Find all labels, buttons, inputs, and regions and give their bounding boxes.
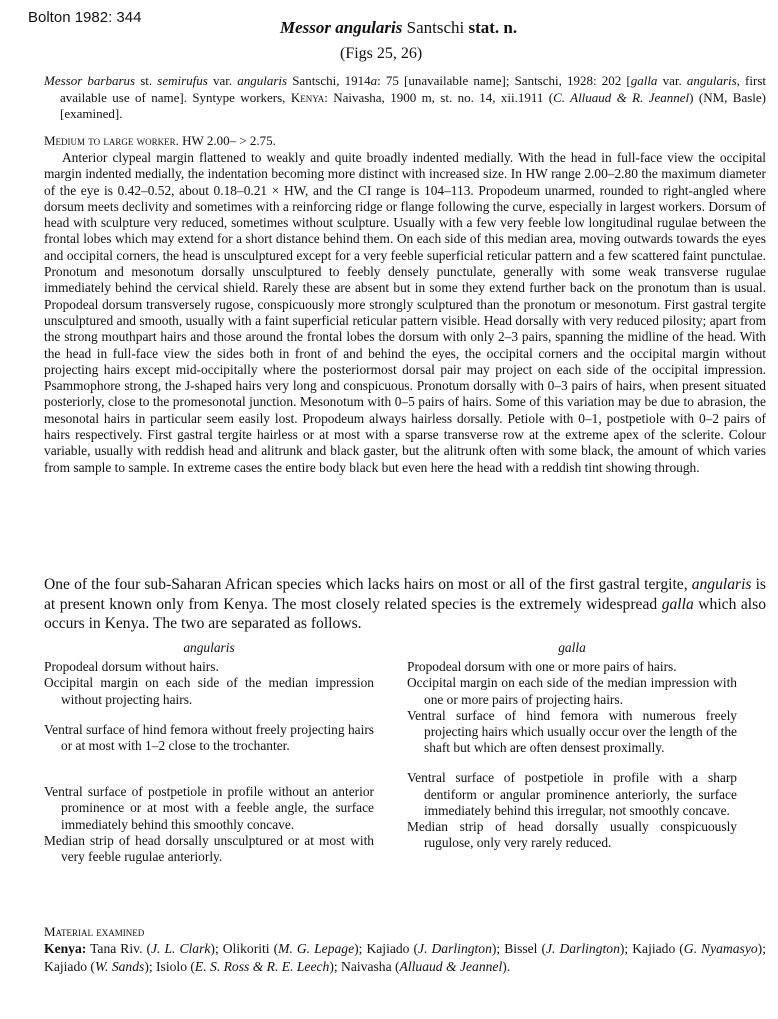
column-heading-galla: galla (558, 640, 586, 655)
couplet-right: Ventral surface of postpetiole in profile with a sharp dentiform or angular prominence anteriorly, the surface immediately behind this irregular, not smoothly concave. (407, 770, 737, 818)
material-collector: G. Nyamasyo (683, 941, 758, 956)
couplet-left: Ventral surface of hind femora without freely projecting hairs or at most with 1–2 close to the trochanter. (44, 721, 374, 754)
synonymy-block (44, 73, 766, 123)
syn-text: a (370, 73, 378, 88)
worker-description (44, 150, 766, 476)
material-collector: M. G. Lepage (278, 941, 355, 956)
syn-text: var. (657, 73, 687, 88)
couplet-right: Occipital margin on each side of the median impression with one or more pairs of projecting hairs. (407, 675, 737, 707)
description-paragraph: Anterior clypeal margin flattened to weakly and quite broadly indented medially. With the head in full-face view the occipital margin indented medially, the indentation becoming more distinct with increased size. In HW range 2.00–2.80 the maximum diameter of the eye is 0.42–0.52, about 0.18–0.21 × HW, and the CI range is 104–113. Propodeum unarmed, rounded to right-angled where dorsum meets declivity and sometimes with a reinforcing ridge or flange following the curve, especially in largest workers. Dorsum of head with sculpture very reduced, sometimes without sculpture. Usually with a few very feeble low longitudinal rugulae between the frontal lobes which may extend for a short distance behind them. On each side of this median area, moving outwards towards the eyes and occipital corners, the head is unsculptured except for a very feeble superficial reticular pattern and a few scattered faint punctulae. Pronotum and mesonotum dorsally unsculptured to feebly densely punctulate, generally with some weak transverse rugulae immediately behind the cervical shield. Rarely these are absent but in some they extend further back on the pronotum than is usual. Propodeal dorsum transversely rugose, conspicuously more strongly sculptured than the pronotum or mesonotum. First gastral tergite unsculptured and smooth, usually with a faint superficial reticular pattern visible. Head dorsally with very reduced pilosity; apart from the strong mouthpart hairs and those around the frontal lobes the dorsum with only 2–3 pairs, spanning the midline of the head. With the head in full-face view the sides both in front of and behind the eyes, the occipital corners and the occipital margin without projecting hairs except mid-occipitally where the posteriormost dorsal pair may project on each side of the occipital impression. Psammophore strong, the J-shaped hairs very long and conspicuous. Pronotum dorsally with 0–3 pairs of hairs, when present situated posteriorly, close to the promesonotal junction. Mesonotum with 0–5 pairs of hairs. Some of this variation may be due to abrasion, the mesonotal hairs in particular seem easily lost. Propodeum always hairless dorsally. Petiole with 0–1, postpetiole with 0–2 pairs of hairs respectively. First gastral tergite hairless or at most with a sparse transverse row at the extreme apex of the sclerite. Colour variable, usually with reddish head and alitrunk and black gaster, but the alitrunk often with some black, the amount of which varies from sample to sample. In extreme cases the entire body black but even here the head with a reddish tint showing through. (44, 150, 766, 475)
material-part: ); Isiolo ( (144, 958, 195, 974)
syn-text: galla (630, 73, 658, 88)
comparison-column-galla (407, 640, 737, 851)
material-part: ); Kajiado ( (44, 941, 766, 974)
couplet-right: Ventral surface of hind femora with numerous freely projecting hairs which usually occur over the length of the shaft but which are often densest proximally. (407, 707, 737, 756)
syn-text: angularis (237, 73, 288, 88)
synonymy-paragraph (44, 73, 766, 123)
material-collector: J. L. Clark (151, 941, 211, 956)
material-part: ); Kajiado ( (619, 941, 684, 956)
remarks-part: which also occurs in Kenya. The two are separated as follows. (44, 595, 766, 632)
syn-text: var. (207, 73, 238, 88)
syn-country: Kenya (290, 89, 325, 105)
remarks-part: One of the four sub-Saharan African species which lacks hairs on most or all of the first gastral tergite, (44, 576, 692, 593)
couplet-left: Occipital margin on each side of the median impression without projecting hairs. (44, 675, 374, 707)
syn-text: , first available use of name]. Syntype workers, (60, 73, 766, 105)
species-title (280, 18, 580, 38)
remarks-part: is at present known only from Kenya. The most closely related species is the extremely widespread (44, 576, 766, 613)
material-collector: J. Darlington (546, 941, 620, 956)
remarks-paragraph (44, 575, 766, 634)
material-part: ). (502, 958, 511, 974)
syn-text: Messor barbarus (44, 73, 136, 88)
worker-heading (44, 133, 276, 149)
syn-collectors: C. Alluaud & R. Jeannel (553, 89, 690, 105)
material-part: ); Kajiado ( (354, 941, 419, 956)
worker-caste-label: Medium to large worker (44, 133, 176, 148)
material-part: ); Bissel ( (491, 941, 547, 956)
species-author: Santschi (402, 18, 469, 37)
material-examined (44, 940, 766, 975)
remarks-text (44, 575, 766, 634)
worker-hw-range: . HW 2.00– > 2.75. (175, 133, 276, 148)
material-part: Tana Riv. ( (86, 941, 152, 956)
page-reference: Bolton 1982: 344 (28, 9, 142, 26)
material-heading: Material examined (44, 924, 145, 939)
remarks-species: galla (661, 595, 694, 613)
syn-text: : Naivasha, 1900 m, st. no. 14, xii.1911 ( (324, 89, 554, 105)
material-part: ); Olikoriti ( (210, 941, 279, 956)
material-collector: J. Darlington (418, 941, 492, 956)
syn-text: angularis (686, 73, 737, 88)
couplet-left: Median strip of head dorsally unsculptured or at most with very feeble rugulae anteriorly. (44, 832, 374, 865)
comparison-column-angularis (44, 640, 374, 865)
figure-reference: (Figs 25, 26) (340, 45, 423, 62)
syn-text: semirufus (157, 73, 208, 88)
material-text (44, 940, 766, 975)
couplet-left: Ventral surface of postpetiole in profile without an anterior prominence or at most with a feeble angle, the surface immediately behind this smoothly concave. (44, 784, 374, 832)
couplet-right: Propodeal dorsum with one or more pairs of hairs. (407, 659, 677, 675)
syn-text: Santschi, 1914 (287, 73, 371, 88)
material-collector: W. Sands (94, 958, 145, 974)
species-name: Messor angularis (280, 18, 403, 37)
syn-text: st. (135, 73, 158, 88)
column-heading-angularis: angularis (183, 640, 235, 655)
remarks-species: angularis (691, 576, 752, 593)
syn-text: ) (NM, Basle) [examined]. (60, 89, 766, 121)
material-collector: Alluaud & Jeannel (399, 958, 503, 974)
species-status: stat. n. (468, 18, 518, 37)
material-part: ); Naivasha ( (329, 958, 400, 974)
syn-text: : 75 [unavailable name]; Santschi, 1928: 202 [ (377, 73, 631, 88)
material-collector: E. S. Ross & R. E. Leech (194, 958, 330, 974)
couplet-right: Median strip of head dorsally usually conspicuously rugulose, only very rarely reduced. (407, 819, 737, 851)
couplet-left: Propodeal dorsum without hairs. (44, 659, 219, 675)
material-country: Kenya: (44, 941, 87, 956)
